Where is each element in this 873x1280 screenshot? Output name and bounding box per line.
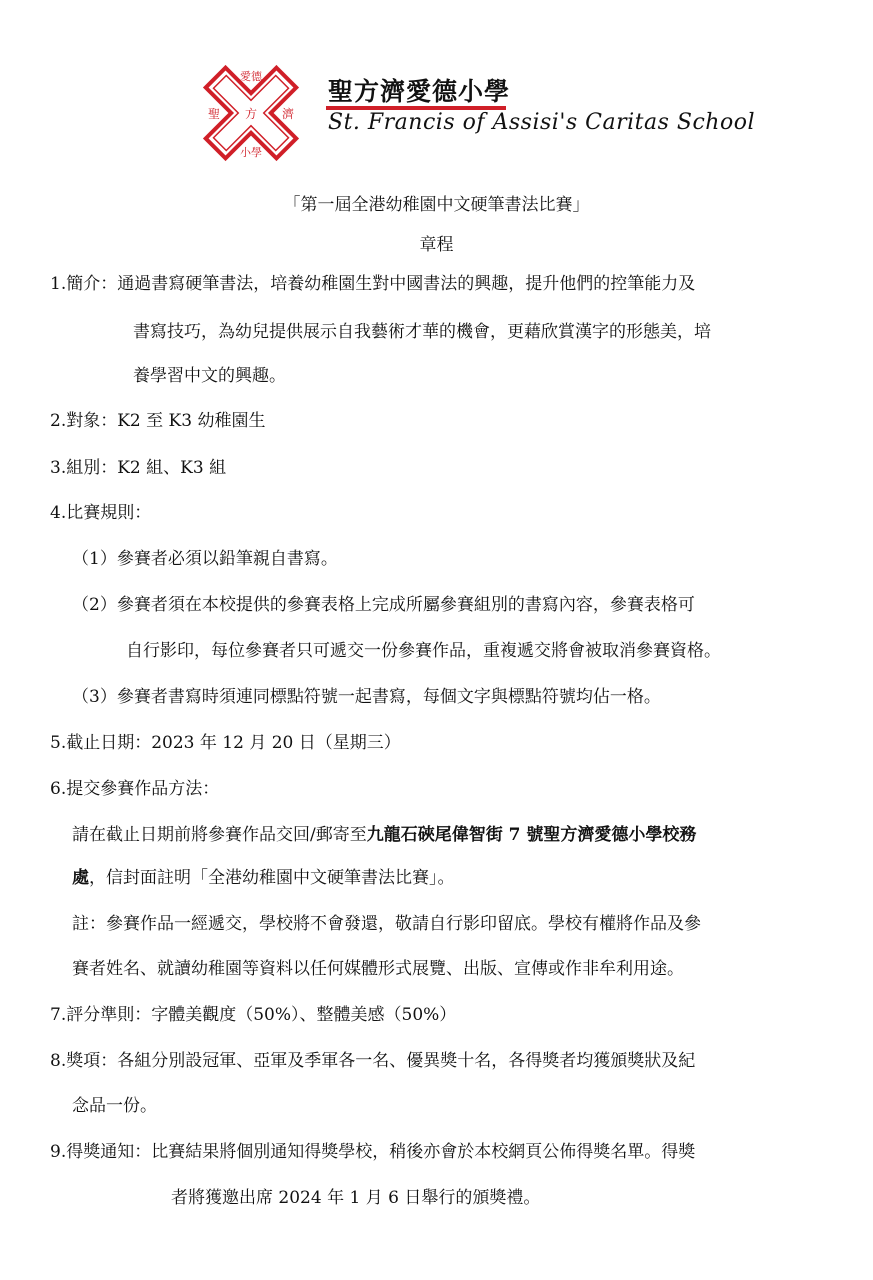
school-address-end: 處 bbox=[72, 868, 89, 888]
section-number: 7. bbox=[50, 1005, 67, 1025]
section-9-line-2: 者將獲邀出席 2024 年 1 月 6 日舉行的頒獎禮。 bbox=[171, 1188, 541, 1208]
rule-1: （1）參賽者必須以鉛筆親自書寫。 bbox=[72, 549, 338, 569]
section-4 bbox=[50, 501, 151, 525]
envelope-note: ，信封面註明「全港幼稚園中文硬筆書法比賽」。 bbox=[89, 868, 455, 888]
section-1-line-3: 養學習中文的興趣。 bbox=[133, 366, 286, 386]
section-text: 比賽規則： bbox=[66, 503, 152, 523]
emblem-bottom-text: 小學 bbox=[240, 146, 262, 159]
section-number: 2. bbox=[50, 411, 67, 431]
rule-2-line-2: 自行影印，每位參賽者只可遞交一份參賽作品，重複遞交將會被取消參賽資格。 bbox=[126, 641, 721, 661]
section-number: 4. bbox=[50, 503, 67, 523]
emblem-top-text: 愛德 bbox=[240, 70, 262, 83]
rule-3: （3）參賽者書寫時須連同標點符號一起書寫，每個文字與標點符號均佔一格。 bbox=[72, 687, 661, 707]
section-text: 得獎通知：比賽結果將個別通知得獎學校，稍後亦會於本校網頁公佈得獎名單。得獎 bbox=[66, 1142, 696, 1162]
submission-address-line-1 bbox=[72, 823, 696, 847]
section-number: 3. bbox=[50, 458, 67, 478]
section-5 bbox=[50, 731, 401, 755]
section-3 bbox=[50, 456, 226, 480]
section-1-line-1 bbox=[50, 272, 695, 296]
section-1-line-2: 書寫技巧，為幼兒提供展示自我藝術才華的機會，更藉欣賞漢字的形態美，培 bbox=[133, 322, 711, 342]
document-subtitle: 章程 bbox=[419, 235, 454, 255]
emblem-right-text: 濟 bbox=[281, 107, 295, 121]
section-text: 通過書寫硬筆書法，培養幼稚園生對中國書法的興趣，提升他們的控筆能力及 bbox=[117, 274, 696, 294]
section-number: 1. bbox=[50, 274, 67, 294]
section-text: 截止日期：2023 年 12 月 20 日（星期三） bbox=[66, 733, 401, 753]
section-text: 組別：K2 組、K3 組 bbox=[66, 458, 227, 478]
section-8-line-1 bbox=[50, 1049, 695, 1073]
school-address: 九龍石硤尾偉智街 7 號聖方濟愛德小學校務 bbox=[366, 825, 697, 845]
section-number: 6. bbox=[50, 779, 67, 799]
note-line-1: 註：參賽作品一經遞交，學校將不會發還，敬請自行影印留底。學校有權將作品及參 bbox=[72, 914, 701, 934]
section-7 bbox=[50, 1003, 456, 1027]
note-line-2: 賽者姓名、就讀幼稚園等資料以任何媒體形式展覽、出版、宣傳或作非牟利用途。 bbox=[72, 959, 684, 979]
rule-2-line-1: （2）參賽者須在本校提供的參賽表格上完成所屬參賽組別的書寫內容，參賽表格可 bbox=[72, 595, 695, 615]
school-name-chinese: 聖方濟愛德小學 bbox=[328, 77, 511, 106]
section-6 bbox=[50, 777, 219, 801]
school-logo-emblem bbox=[196, 58, 306, 168]
emblem-center-text: 方 bbox=[244, 107, 258, 121]
submission-text: 請在截止日期前將參賽作品交回/郵寄至 bbox=[72, 825, 367, 845]
section-number: 5. bbox=[50, 733, 67, 753]
emblem-left-text: 聖 bbox=[207, 107, 221, 121]
submission-address-line-2 bbox=[72, 866, 455, 890]
section-9-line-1 bbox=[50, 1140, 695, 1164]
school-name-english: St. Francis of Assisi's Caritas School bbox=[328, 110, 755, 135]
document-title: 「第一屆全港幼稚園中文硬筆書法比賽」 bbox=[283, 195, 590, 215]
section-label: 簡介： bbox=[66, 274, 118, 294]
section-text: 獎項：各組分別設冠軍、亞軍及季軍各一名、優異獎十名，各得獎者均獲頒獎狀及紀 bbox=[66, 1051, 696, 1071]
section-text: 提交參賽作品方法： bbox=[66, 779, 220, 799]
section-2 bbox=[50, 409, 265, 433]
section-8-line-2: 念品一份。 bbox=[72, 1096, 157, 1116]
section-number: 8. bbox=[50, 1051, 67, 1071]
section-text: 對象：K2 至 K3 幼稚園生 bbox=[66, 411, 266, 431]
section-number: 9. bbox=[50, 1142, 67, 1162]
section-text: 評分準則：字體美觀度（50%）、整體美感（50%） bbox=[66, 1005, 457, 1025]
